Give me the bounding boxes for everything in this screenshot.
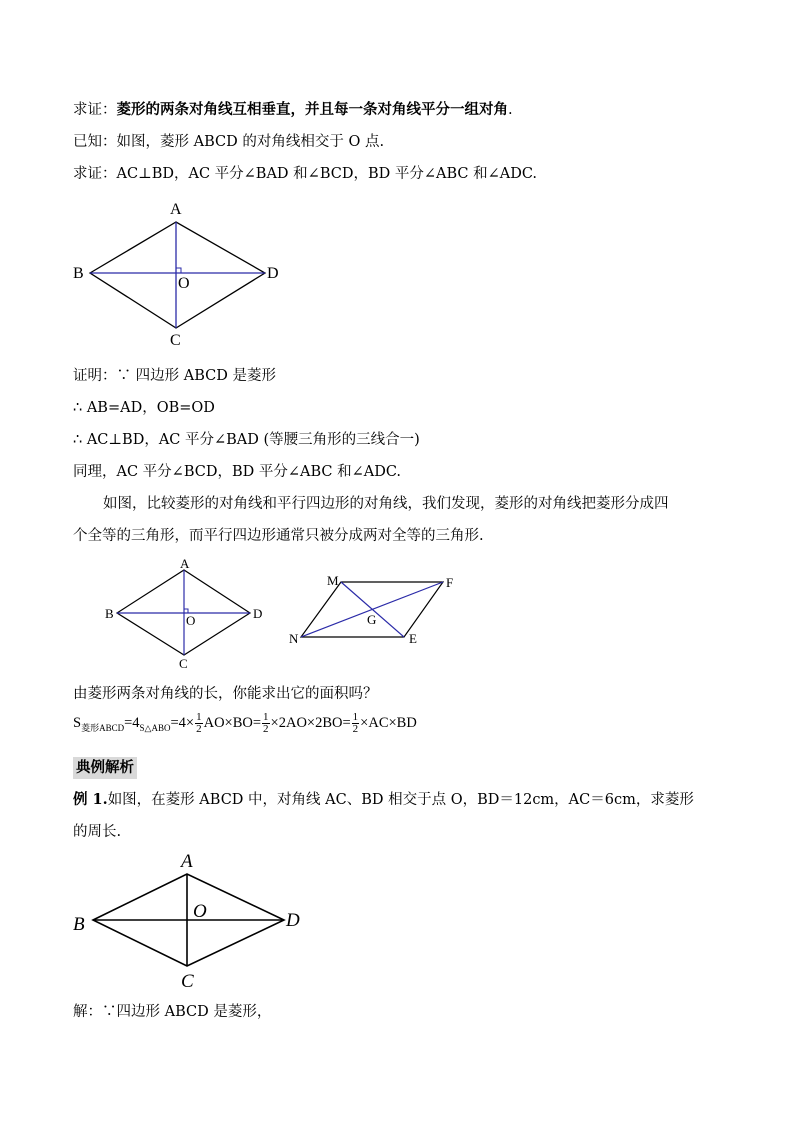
label-a: A	[181, 851, 193, 872]
label-m: M	[327, 573, 339, 588]
theorem-end: .	[508, 102, 513, 118]
label-a: A	[170, 201, 182, 218]
label-g: G	[367, 612, 377, 627]
formula-eq1: =4	[124, 715, 140, 731]
formula-eq2: =4×	[170, 715, 195, 731]
fraction-half: $\frac{1}{2}$	[196, 711, 202, 735]
label-o: O	[178, 275, 190, 292]
example-text: 如图，在菱形 ABCD 中，对角线 AC、BD 相交于点 O，BD＝12cm，AC＝6cm，求菱形	[107, 792, 694, 808]
formula-t1: AO×BO=	[203, 715, 262, 731]
theorem-statement: 菱形的两条对角线互相垂直，并且每一条对角线平分一组对角	[116, 101, 508, 118]
label-d: D	[267, 265, 279, 282]
formula-t3: ×AC×BD	[360, 715, 417, 731]
formula-s: S	[73, 715, 82, 731]
label-b: B	[73, 914, 85, 935]
proof-line-4: 同理，AC 平分∠BCD，BD 平分∠ABC 和∠ADC.	[73, 464, 402, 480]
label-o: O	[193, 901, 207, 922]
prove-line: 求证：AC⊥BD，AC 平分∠BAD 和∠BCD，BD 平分∠ABC 和∠ADC.	[73, 166, 538, 182]
label-c: C	[179, 656, 188, 671]
proof-line-3: ∴ AC⊥BD，AC 平分∠BAD (等腰三角形的三线合一)	[73, 432, 420, 448]
label-c: C	[181, 971, 194, 992]
formula-s-sub: 菱形ABCD	[81, 722, 125, 733]
label-c: C	[170, 332, 181, 349]
proof-line-2: ∴ AB=AD，OB=OD	[73, 400, 215, 416]
proof-line-1: 证明：∵ 四边形 ABCD 是菱形	[73, 368, 276, 384]
label-n: N	[289, 631, 299, 646]
paragraph-line-1: 如图，比较菱形的对角线和平行四边形的对角线，我们发现，菱形的对角线把菱形分成四	[103, 496, 669, 512]
label-e: E	[409, 631, 417, 646]
formula-s2: S	[139, 722, 145, 733]
formula-t2: ×2AO×2BO=	[270, 715, 351, 731]
fraction-half: $\frac{1}{2}$	[263, 711, 269, 735]
label-o: O	[186, 613, 196, 628]
label-d: D	[253, 606, 263, 621]
label-d: D	[286, 910, 300, 931]
section-title: 典例解析	[73, 757, 137, 779]
paragraph-line-2: 个全等的三角形，而平行四边形通常只被分成两对全等的三角形.	[73, 528, 484, 544]
solution-line: 解：∵四边形 ABCD 是菱形，	[73, 1004, 272, 1020]
formula-s2-sub: △ABO	[144, 722, 171, 733]
label-b: B	[73, 265, 84, 282]
example-label: 例 1.	[73, 791, 108, 808]
label-a: A	[180, 556, 190, 571]
theorem-prefix: 求证：	[73, 102, 117, 118]
example-line-2: 的周长.	[73, 824, 122, 840]
fraction-half: $\frac{1}{2}$	[352, 711, 359, 735]
given-line: 已知：如图，菱形 ABCD 的对角线相交于 O 点.	[73, 134, 385, 150]
label-b: B	[105, 606, 114, 621]
question-line: 由菱形两条对角线的长，你能求出它的面积吗？	[73, 686, 378, 702]
label-f: F	[446, 575, 454, 590]
